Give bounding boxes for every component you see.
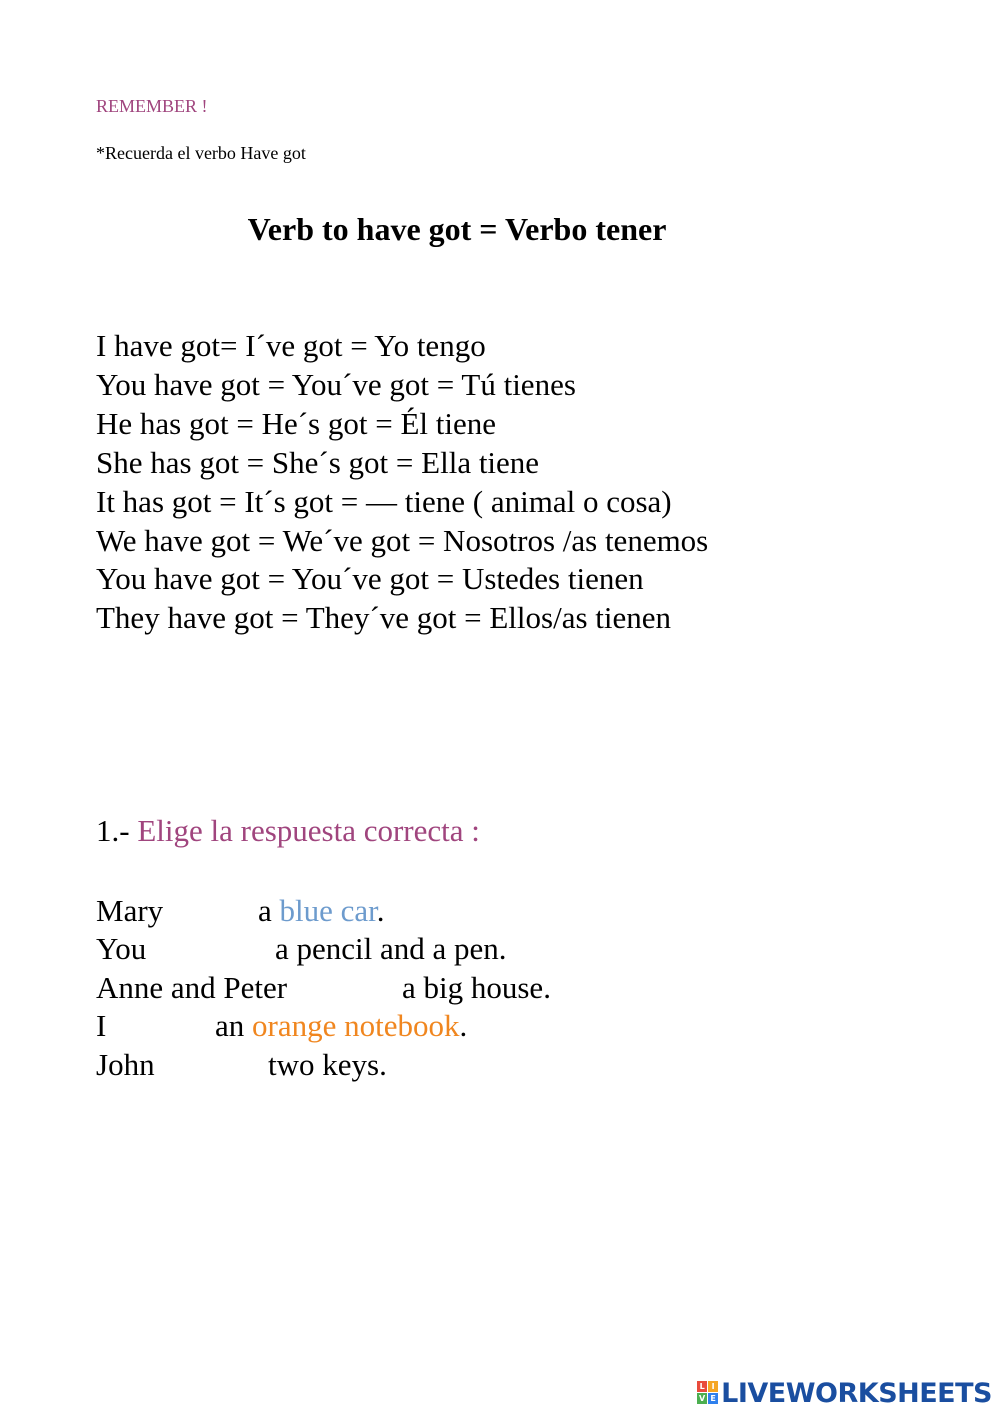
sentence-rest: a big house. xyxy=(402,970,551,1005)
exercise-sentence-rest xyxy=(258,892,385,931)
conjugation-line: He has got = He´s got = Él tiene xyxy=(96,405,496,441)
exercise-sentence-rest xyxy=(402,969,551,1008)
sentence-end: . xyxy=(376,893,385,928)
exercise-sentence xyxy=(96,1046,155,1085)
exercise-sentence xyxy=(96,969,287,1008)
exercise-sentence xyxy=(96,930,146,969)
exercise-sentence xyxy=(96,892,163,931)
recuerda-note: *Recuerda el verbo Have got xyxy=(96,143,306,163)
conjugation-line: She has got = She´s got = Ella tiene xyxy=(96,444,540,480)
exercise-sentence-rest xyxy=(268,1046,387,1085)
sentence-rest: a pencil and a pen. xyxy=(275,931,507,966)
conjugation-line: They have got = They´ve got = Ellos/as tienen xyxy=(96,600,672,636)
conjugation-line: You have got = You´ve got = Ustedes tienen xyxy=(96,561,644,597)
sentence-subject: Anne and Peter xyxy=(96,970,288,1005)
liveworksheets-logo-text: LIVEWORKSHEETS xyxy=(721,1377,992,1409)
liveworksheets-logo-icon: L I V E xyxy=(697,1381,719,1405)
sentence-subject: Mary xyxy=(96,893,164,928)
exercise-instruction: Elige la respuesta correcta : xyxy=(137,813,480,848)
conjugation-list xyxy=(96,327,708,638)
sentence-rest: a xyxy=(258,893,272,928)
exercise-title xyxy=(96,813,480,849)
sentence-subject: You xyxy=(96,931,147,966)
exercise-number: 1.- xyxy=(96,813,130,848)
sentence-subject: I xyxy=(96,1008,107,1043)
sentence-end: . xyxy=(459,1008,468,1043)
conjugation-line: I have got= I´ve got = Yo tengo xyxy=(96,328,486,363)
exercise-sentence-rest xyxy=(215,1007,467,1046)
remember-heading: REMEMBER ! xyxy=(96,96,208,116)
sentence-colored-object: blue car xyxy=(279,893,377,928)
liveworksheets-logo xyxy=(697,1376,992,1410)
exercise-sentence-rest xyxy=(275,930,507,969)
sentence-rest: two keys. xyxy=(268,1047,387,1082)
page-title: Verb to have got = Verbo tener xyxy=(247,211,667,247)
sentence-subject: John xyxy=(96,1047,155,1082)
sentence-rest: an xyxy=(215,1008,245,1043)
exercise-sentence xyxy=(96,1007,106,1046)
sentence-colored-object: orange notebook xyxy=(252,1008,460,1043)
conjugation-line: You have got = You´ve got = Tú tienes xyxy=(96,366,576,402)
conjugation-line: We have got = We´ve got = Nosotros /as tenemos xyxy=(96,522,709,558)
conjugation-line: It has got = It´s got = — tiene ( animal o cosa) xyxy=(96,483,672,519)
